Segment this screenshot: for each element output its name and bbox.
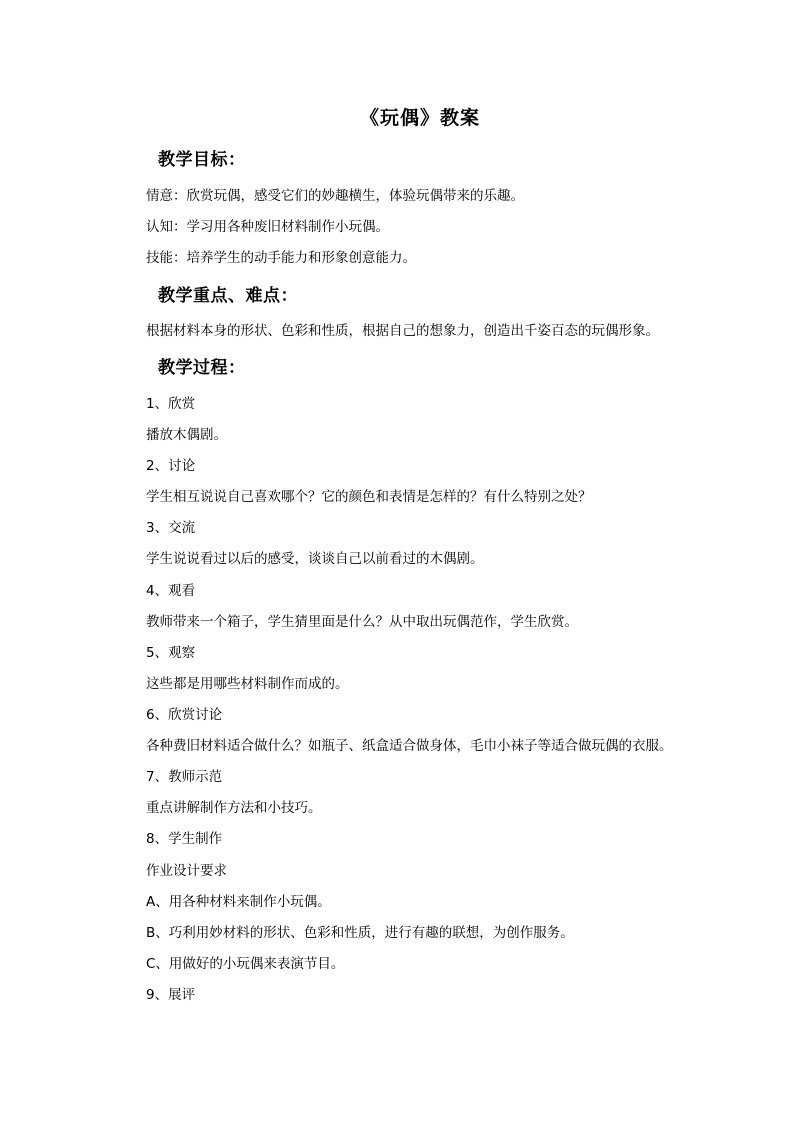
assignment-requirement: A、用各种材料来制作小玩偶。 <box>146 894 331 910</box>
process-detail: 作业设计要求 <box>146 863 227 879</box>
process-step: 8、学生制作 <box>146 831 223 847</box>
objective-skill: 技能：培养学生的动手能力和形象创意能力。 <box>146 250 416 266</box>
document-title: 《玩偶》教案 <box>359 107 480 129</box>
process-detail: 播放木偶剧。 <box>146 427 227 443</box>
objective-affective: 情意：欣赏玩偶，感受它们的妙趣横生，体验玩偶带来的乐趣。 <box>146 188 524 204</box>
process-step: 6、欣赏讨论 <box>146 707 223 723</box>
process-detail: 教师带来一个箱子，学生猜里面是什么？从中取出玩偶范作，学生欣赏。 <box>146 614 578 630</box>
assignment-requirement: B、巧利用妙材料的形状、色彩和性质，进行有趣的联想，为创作服务。 <box>146 925 574 941</box>
process-detail: 这些都是用哪些材料制作而成的。 <box>146 676 349 692</box>
process-step: 3、交流 <box>146 520 196 536</box>
process-step: 1、欣赏 <box>146 396 196 412</box>
assignment-requirement: C、用做好的小玩偶来表演节目。 <box>146 956 345 972</box>
key-point-text: 根据材料本身的形状、色彩和性质，根据自己的想象力，创造出千姿百态的玩偶形象。 <box>146 323 659 339</box>
process-step: 5、观察 <box>146 645 196 661</box>
process-step: 9、展评 <box>146 987 196 1003</box>
section-heading-process: 教学过程： <box>158 358 246 378</box>
process-detail: 重点讲解制作方法和小技巧。 <box>146 800 322 816</box>
section-heading-key-points: 教学重点、难点： <box>158 286 298 306</box>
process-step: 2、讨论 <box>146 458 196 474</box>
process-detail: 学生说说看过以后的感受，谈谈自己以前看过的木偶剧。 <box>146 551 484 567</box>
section-heading-objectives: 教学目标： <box>158 150 246 170</box>
process-step: 7、教师示范 <box>146 769 223 785</box>
process-step: 4、观看 <box>146 583 196 599</box>
process-detail: 学生相互说说自己喜欢哪个？它的颜色和表情是怎样的？有什么特别之处？ <box>146 489 592 505</box>
process-detail: 各种费旧材料适合做什么？如瓶子、纸盒适合做身体，毛巾小袜子等适合做玩偶的衣服。 <box>146 738 673 754</box>
objective-cognitive: 认知：学习用各种废旧材料制作小玩偶。 <box>146 219 389 235</box>
